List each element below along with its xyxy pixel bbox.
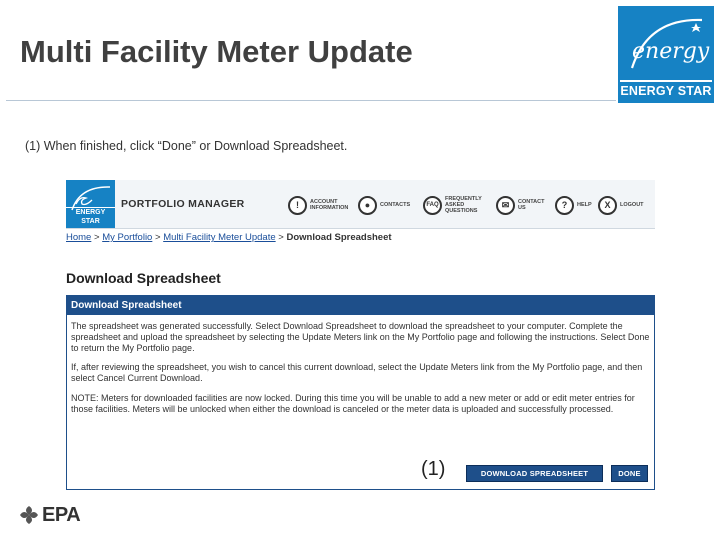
energy-star-emblem-icon [618,6,714,82]
page-heading: Download Spreadsheet [66,270,221,286]
breadcrumb-current: Download Spreadsheet [286,232,392,243]
panel-paragraph-note: NOTE: Meters for downloaded facilities are now locked. During this time you will be unable to add a new meter or add or edit meter entries for those facilities. Meters will be unlocked when either the download is canceled or the meter data is uploaded and successfully processed. [71,392,635,414]
nav-faq[interactable] [423,194,485,216]
nav-help-label: HELP [577,202,592,208]
breadcrumb-update-link[interactable]: Multi Facility Meter Update [163,232,276,243]
epa-wordmark: EPA [42,503,81,526]
breadcrumb [66,232,392,243]
contact-us-icon: ✉ [496,196,515,215]
epa-flower-icon [18,504,40,526]
app-title: PORTFOLIO MANAGER [121,198,245,210]
breadcrumb-separator: > [93,232,100,243]
nav-contact-us-label: CONTACT US [518,199,545,211]
logout-icon: X [598,196,617,215]
breadcrumb-separator: > [278,232,284,243]
breadcrumb-portfolio-link[interactable]: My Portfolio [102,232,153,243]
nav-account-information[interactable] [288,194,350,216]
nav-contact-us[interactable] [496,194,558,216]
app-energy-star-logo [66,180,115,228]
energy-star-logo [618,6,714,103]
faq-icon: FAQ [423,196,442,215]
panel-header: Download Spreadsheet [67,296,654,315]
breadcrumb-separator: > [154,232,161,243]
epa-logo [18,503,80,527]
nav-contacts-label: CONTACTS [380,202,411,208]
panel-paragraph-success: The spreadsheet was generated successfully. Select Download Spreadsheet to download the spreadsheet to your computer. Complete the spreadsheet and upload the spreadsheet by selecting the Update Meters link on the My Portfolio page and following the instructions. Select Done to return the My Portfolio page. [71,321,650,353]
slide-title: Multi Facility Meter Update [20,34,413,69]
panel-body [67,315,654,415]
nav-faq-label: FREQUENTLY ASKED QUESTIONS [445,196,482,214]
done-button[interactable]: DONE [611,465,648,482]
account-icon: ! [288,196,307,215]
app-logo-label: ENERGY STAR [66,207,115,226]
energy-script: energy [632,39,710,64]
energy-star-label: ENERGY STAR [620,80,712,101]
download-spreadsheet-button[interactable]: DOWNLOAD SPREADSHEET [466,465,603,482]
portfolio-manager-screenshot [66,180,655,490]
instruction-text: (1) When finished, click “Done” or Download Spreadsheet. [25,139,348,153]
nav-account-label: ACCOUNT INFORMATION [310,199,349,211]
nav-logout[interactable] [598,194,660,216]
app-header [66,180,655,229]
nav-contacts[interactable] [358,194,420,216]
download-panel [66,295,655,490]
breadcrumb-home-link[interactable]: Home [66,232,92,243]
title-divider [6,100,616,101]
nav-logout-label: LOGOUT [620,202,644,208]
help-icon: ? [555,196,574,215]
step-marker: (1) [421,458,446,480]
contacts-icon: ● [358,196,377,215]
panel-paragraph-cancel: If, after reviewing the spreadsheet, you wish to cancel this current download, select the Update Meters link from the My Portfolio page, and then select Cancel Current Download. [71,362,643,384]
